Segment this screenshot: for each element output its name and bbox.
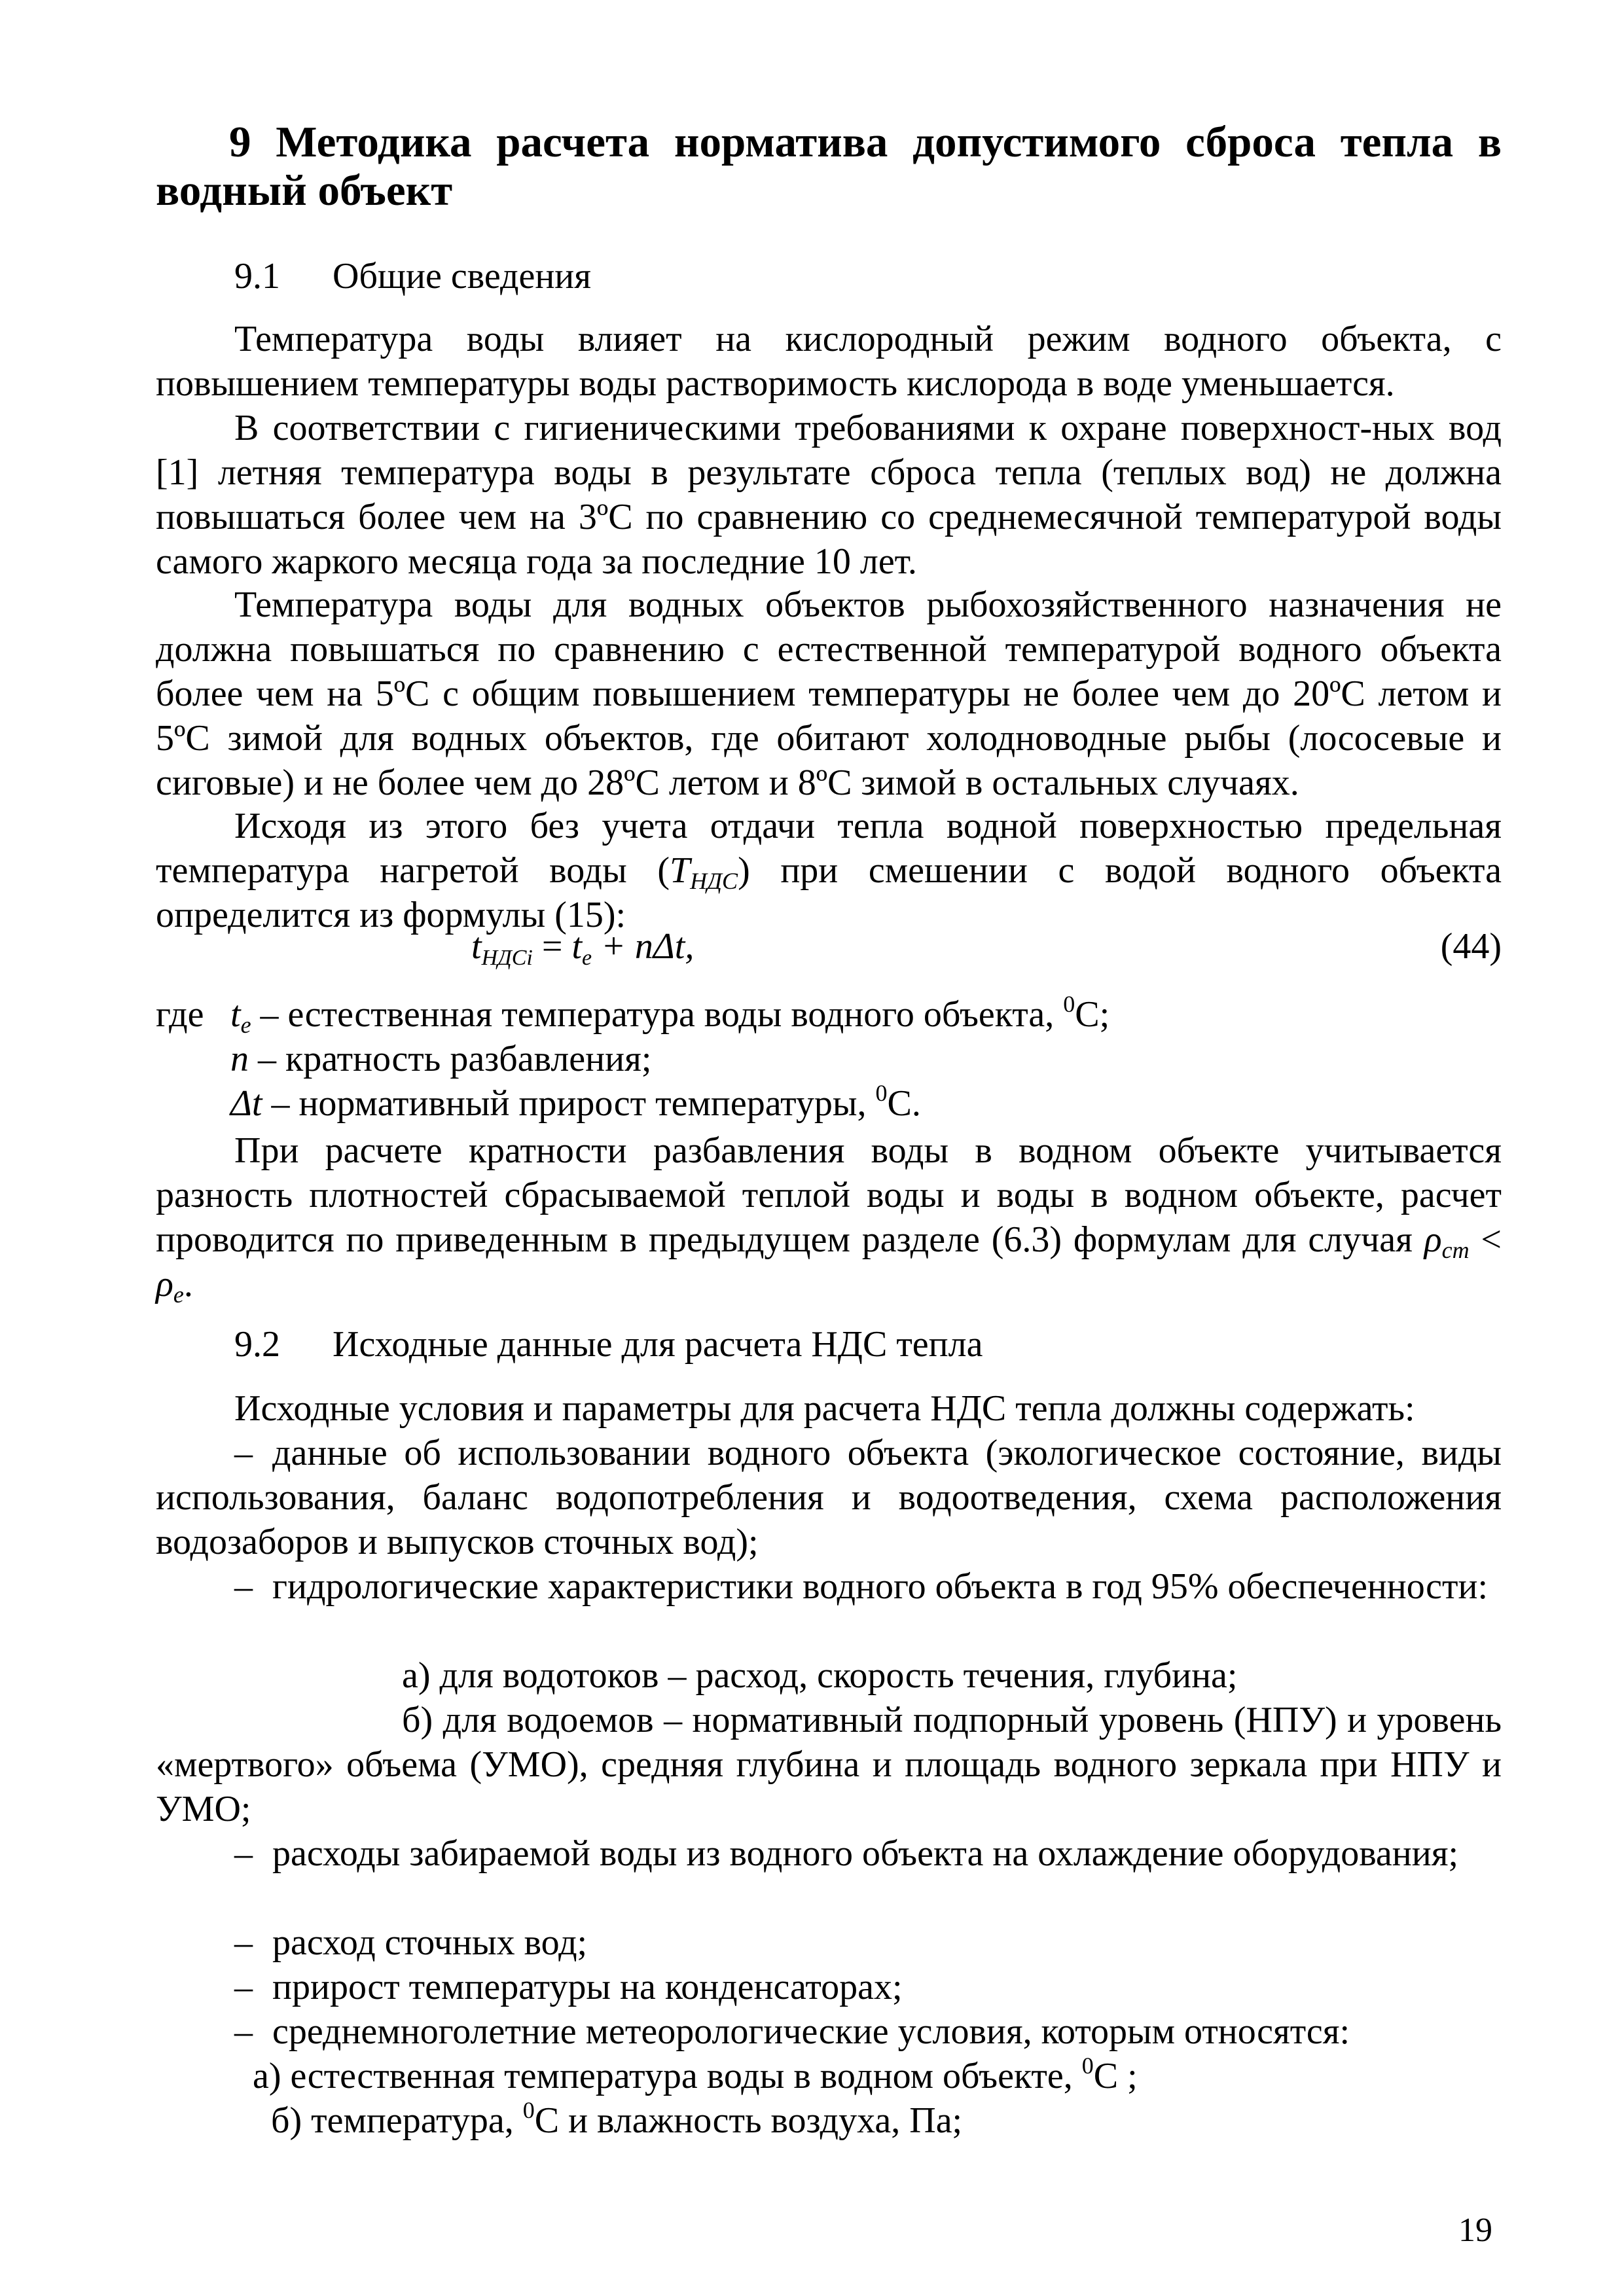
list-item: – данные об использовании водного объекта (экологическое состояние, виды использования, баланс водопотребления и водоотведения, схема расположения водозаборов и выпусков сточных вод); bbox=[156, 1433, 1502, 1562]
sub-item-a: а) естественная температура воды в водном объекте, $^0$С ; bbox=[253, 2053, 1138, 2096]
sub-item-b: б) для водоемов – нормативный подпорный уровень (НПУ) и уровень «мертвого» объема (УМО), средняя глубина и площадь водного зеркала при НПУ и УМО; bbox=[156, 1700, 1502, 1829]
formula-44: $t_{НДСi} = t_e + n\Delta t$, bbox=[471, 926, 695, 970]
subsection-9-2 bbox=[234, 1322, 983, 1367]
paragraph-2: В соответствии с гигиеническими требованиями к охране поверхност-ных вод [1] летняя температура воды в результате сброса тепла (теплых вод) не должна повышаться более чем на 3ºС по сравнению со среднемесячной температурой воды самого жаркого месяца года за последние 10 лет. bbox=[156, 408, 1502, 582]
paragraph-4: Исходя из этого без учета отдачи тепла водной поверхностью предельная температура нагретой воды $(T_{НДС})$ при смешении с водой водного объекта определится из формулы (15): bbox=[156, 806, 1502, 935]
paragraph-3: Температура воды для водных объектов рыбохозяйственного назначения не должна повышаться по сравнению с естественной температурой водного объекта более чем на 5ºС с общим повышением температуры не более чем до 20ºС летом и 5ºС зимой для водных объектов, где обитают холодноводные рыбы (лососевые и сиговые) и не более чем до 28ºС летом и 8ºС зимой в остальных случаях. bbox=[156, 584, 1502, 803]
sub-item-a: а) для водотоков – расход, скорость течения, глубина; bbox=[402, 1655, 1238, 1696]
list-item: – расходы забираемой воды из водного объекта на охлаждение оборудования; bbox=[234, 1833, 1459, 1874]
paragraph-1: Температура воды влияет на кислородный режим водного объекта, с повышением температуры воды растворимость кислорода в воде уменьшается. bbox=[156, 319, 1502, 404]
list-item: – гидрологические характеристики водного объекта в год 95% обеспеченности: bbox=[234, 1566, 1488, 1607]
subsection-9-1 bbox=[234, 254, 591, 298]
subsection-title: Исходные данные для расчета НДС тепла bbox=[333, 1324, 983, 1365]
paragraph-5: При расчете кратности разбавления воды в водном объекте учитывается разность плотностей сбрасываемой теплой воды и воды в водном объекте, расчет проводится по приведенным в предыдущем разделе (6.3) формулам для случая $\rho_{ст} < \rho_e$. bbox=[156, 1130, 1502, 1308]
list-item: – расход сточных вод; bbox=[234, 1922, 588, 1963]
where-line-2: n – кратность разбавления; bbox=[230, 1039, 652, 1079]
subsection-number: 9.1 bbox=[234, 256, 280, 296]
equation-number: (44) bbox=[1440, 926, 1502, 967]
where-label: где bbox=[156, 994, 204, 1035]
where-line-3: Δt – нормативный прирост температуры, $^0$С. bbox=[230, 1080, 921, 1124]
list-item: – среднемноголетние метеорологические условия, которым относятся: bbox=[234, 2011, 1350, 2052]
page-number: 19 bbox=[1458, 2212, 1492, 2249]
subsection-title: Общие сведения bbox=[333, 256, 592, 296]
paragraph-6: Исходные условия и параметры для расчета НДС тепла должны содержать: bbox=[234, 1388, 1415, 1429]
subsection-number: 9.2 bbox=[234, 1324, 280, 1365]
list-item: – прирост температуры на конденсаторах; bbox=[234, 1967, 903, 2007]
sub-item-b: б) температура, $^0$С и влажность воздуха, Па; bbox=[271, 2097, 963, 2141]
where-line-1: $t_e$ – естественная температура воды водного объекта, $^0$С; bbox=[230, 991, 1110, 1038]
section-heading: 9 Методика расчета норматива допустимого сброса тепла в водный объект bbox=[156, 118, 1502, 215]
